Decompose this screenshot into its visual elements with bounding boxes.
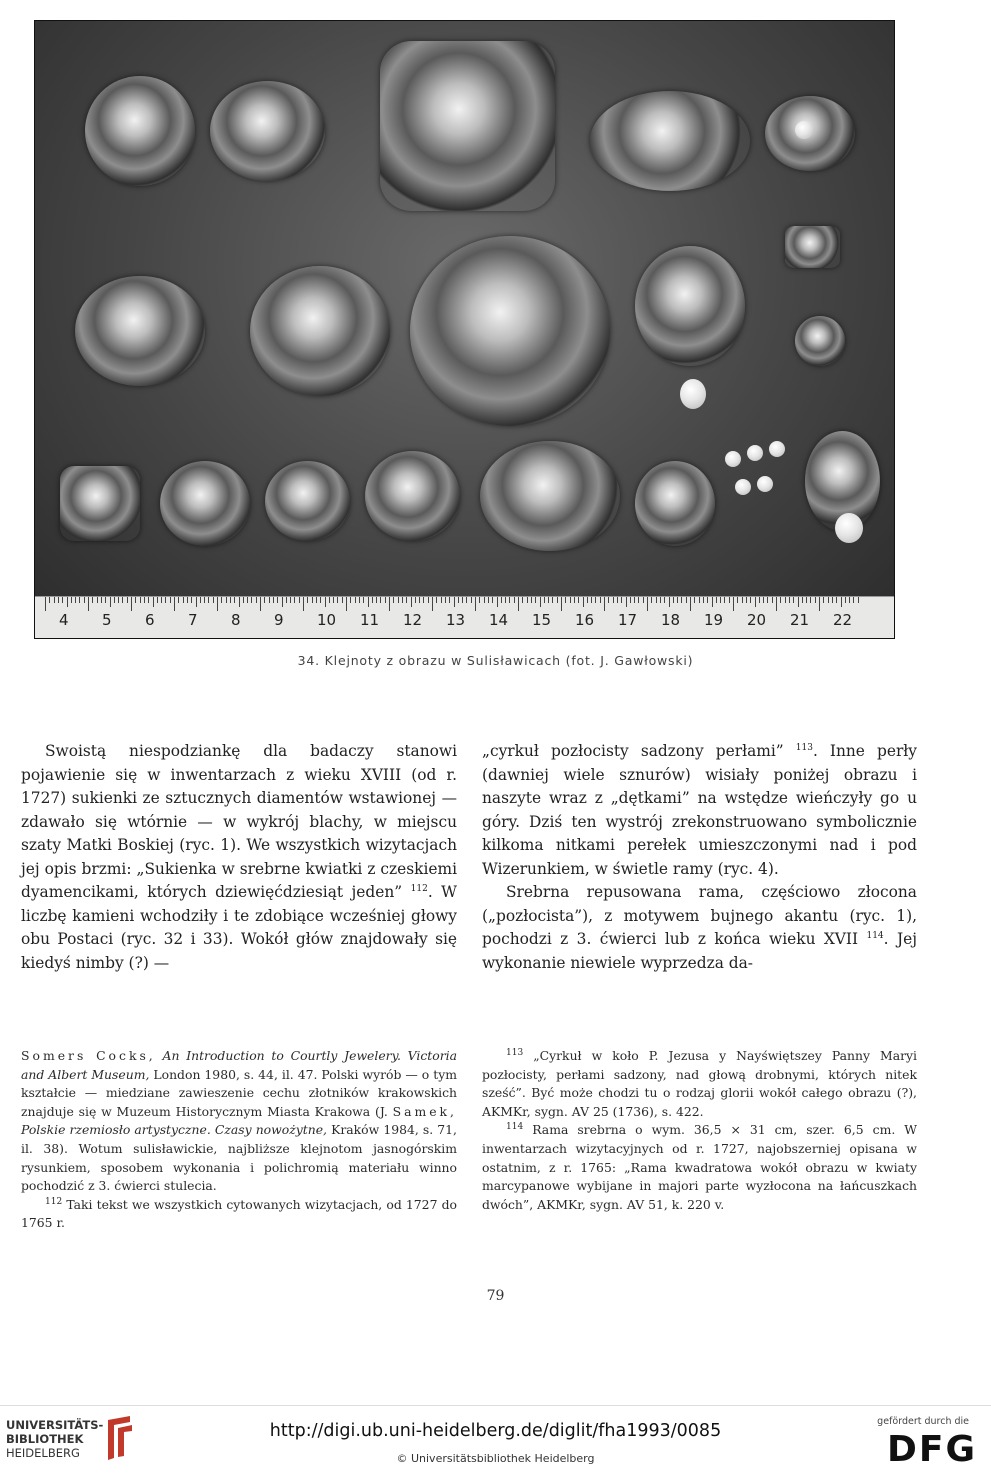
ruler-tick [239,597,240,607]
footer-bar [0,1405,991,1478]
ruler-tick [333,597,334,603]
ruler-tick [488,597,489,603]
ruler-tick [183,597,184,603]
ruler-tick [380,597,381,603]
funding-label: gefördert durch die [877,1416,969,1427]
paragraph [21,740,457,975]
library-line: HEIDELBERG [6,1446,80,1460]
ruler-tick [312,597,313,603]
ruler-tick [157,597,158,603]
ruler-tick [518,597,519,611]
ruler-tick [716,597,717,603]
ruler-tick [411,597,412,607]
ruler-tick [114,597,115,603]
ruler-tick [841,597,842,607]
paragraph [482,881,917,975]
ruler-tick [742,597,743,603]
ruler-tick [423,597,424,603]
ruler-tick [587,597,588,603]
ruler-tick [647,597,648,611]
ruler-number: 22 [833,611,853,629]
ruler-tick [260,597,261,611]
text: . W liczbę kamieni wchodziły i te zdobiące wcześniej głowy obu Postaci (ryc. 32 i 33). Wokół głów znajdowały się kiedyś nimby (?) — [21,883,457,972]
ruler-tick [329,597,330,603]
ruler-tick [127,597,128,603]
ruler-tick [299,597,300,603]
ruler-tick [544,597,545,603]
ruler-tick [853,597,854,603]
ruler-tick [776,597,777,611]
ruler-tick [389,597,390,611]
ruler-tick [621,597,622,603]
ruler-tick [277,597,278,603]
footnotes-left [21,1047,457,1233]
ruler-tick [810,597,811,603]
ruler-tick [97,597,98,603]
ruler-tick [475,597,476,611]
page-number: 79 [486,1288,505,1304]
jewel [635,246,745,366]
ruler-tick [54,597,55,603]
text: Taki tekst we wszystkich cytowanych wizytacjach, od 1727 do 1765 r. [21,1196,457,1231]
jewel [85,76,195,186]
ruler-tick [372,597,373,603]
ruler-tick [613,597,614,603]
ruler-tick [419,597,420,603]
jewel [785,226,840,268]
ruler-tick [350,597,351,603]
ruler-tick [191,597,192,603]
text: . Jej wykonanie niewiele wyprzedza da- [482,930,917,972]
text: „Cyrkuł w koło P. Jezusa y Nayświętszey Panny Maryi pozłocisty, perłami sadzony, nad głową drobnymi, których nitek sześć”. Być może chodzi tu o rodzaj glorii wokół całego obrazu (?), AKMKr, sygn. AV 25 (1736), s. 422. [482,1048,917,1119]
ruler-tick [165,597,166,603]
jewel [250,266,390,396]
ruler-tick [656,597,657,603]
jewel [365,451,460,541]
ruler-number: 15 [532,611,552,629]
ruler-tick [578,597,579,603]
ruler-tick [664,597,665,603]
ruler-tick [337,597,338,603]
jewel [410,236,610,426]
ruler-tick [290,597,291,603]
ruler-tick [492,597,493,603]
ruler-tick [226,597,227,603]
ruler-number: 17 [618,611,638,629]
ruler-tick [638,597,639,603]
ruler-tick [385,597,386,603]
ruler-tick [759,597,760,603]
ruler-tick [243,597,244,603]
ruler-tick [178,597,179,603]
ruler-tick [101,597,102,603]
ruler-tick [342,597,343,603]
ruler-tick [634,597,635,603]
text: Kraków 1984, s. 71, il. 38). Wotum sulisławickie, najbliższe klejnotom jasnogórskim rysunkiem, sposobem wykonania i polichromią materiału winno pochodzić z 3. ćwierci stulecia. [21,1122,457,1194]
pearl [795,121,813,139]
ruler-number: 16 [575,611,595,629]
ruler-tick [746,597,747,603]
ruler-tick [303,597,304,611]
ruler-tick [707,597,708,603]
paragraph [482,740,917,881]
ruler-number: 19 [704,611,724,629]
ruler-tick [712,597,713,607]
ruler-tick [110,597,111,607]
ruler-tick [780,597,781,603]
ruler-tick [458,597,459,603]
dfg-logo: DFG [886,1429,977,1470]
measuring-ruler [35,596,894,639]
ruler-tick [196,597,197,607]
jewel [380,41,555,211]
ruler-tick [118,597,119,603]
ruler-tick [772,597,773,603]
jewels-photograph [34,20,895,639]
footnote-ref: 113 [795,742,813,753]
ruler-number: 18 [661,611,681,629]
ruler-tick [561,597,562,611]
jewel [210,81,325,181]
pearl [735,479,751,495]
ruler-tick [355,597,356,603]
ruler-tick [802,597,803,603]
author: Samek, [392,1103,457,1119]
ruler-tick [763,597,764,603]
footnote [21,1047,457,1196]
footnote-number: 114 [506,1122,524,1133]
jewel [480,441,620,551]
ruler-tick [71,597,72,603]
author: Somers Cocks, [21,1048,156,1063]
ruler-tick [552,597,553,603]
body-column-left [21,740,457,975]
ruler-tick [630,597,631,603]
ruler-tick [230,597,231,603]
ruler-tick [509,597,510,603]
ruler-tick [294,597,295,603]
ruler-tick [815,597,816,603]
ruler-tick [45,597,46,611]
ruler-tick [432,597,433,611]
ruler-number: 7 [188,611,198,629]
ruler-tick [806,597,807,603]
ruler-tick [445,597,446,603]
ruler-tick [122,597,123,603]
ruler-tick [49,597,50,603]
ruler-tick [789,597,790,603]
ruler-tick [144,597,145,603]
ruler-tick [858,597,859,603]
footnote-number: 112 [45,1196,63,1207]
ruler-tick [217,597,218,611]
ruler-tick [286,597,287,603]
ruler-tick [828,597,829,603]
ruler-tick [307,597,308,603]
ruler-tick [247,597,248,603]
ruler-tick [454,597,455,607]
text: Rama srebrna o wym. 36,5 × 31 cm, szer. 6,5 cm. W inwentarzach wizytacyjnych od r. 1727, najobszerniej opisana w ostatnim, z r. 1765: „Rama kwadratowa wokół obrazu w kwiaty marcypanowe wybijane in majori parte wyzłocona na łańcuszkach dwóch”, AKMKr, sygn. AV 51, k. 220 v. [482,1122,917,1212]
ruler-tick [346,597,347,611]
footnote-ref: 114 [866,930,884,941]
ruler-number: 6 [145,611,155,629]
ruler-tick [832,597,833,603]
ruler-tick [376,597,377,603]
ruler-tick [540,597,541,607]
ruler-tick [522,597,523,603]
ruler-tick [436,597,437,603]
ruler-number: 4 [59,611,69,629]
ruler-tick [643,597,644,603]
ruler-tick [729,597,730,603]
ruler-tick [505,597,506,603]
ruler-tick [617,597,618,603]
ruler-tick [750,597,751,603]
pearl [725,451,741,467]
ruler-tick [79,597,80,603]
ruler-tick [466,597,467,603]
jewel [635,461,715,546]
ruler-tick [849,597,850,603]
ruler-tick [548,597,549,603]
ruler-tick [402,597,403,603]
ruler-tick [406,597,407,603]
ruler-tick [428,597,429,603]
ruler-tick [514,597,515,603]
text: Srebrna repusowana rama, częściowo złocona („pozłocista”), z motywem bujnego akantu (ryc. 1), pochodzi z 3. ćwierci lub z końca wieku XVII [482,883,917,948]
ruler-tick [686,597,687,603]
ruler-tick [755,597,756,607]
title: Polskie rzemiosło artystyczne. Czasy nowożytne, [21,1122,327,1138]
ruler-tick [720,597,721,603]
ruler-tick [535,597,536,603]
footnotes-right [482,1047,917,1214]
figure-caption: 34. Klejnoty z obrazu w Sulisławicach (fot. J. Gawłowski) [297,653,694,668]
ruler-tick [570,597,571,603]
ruler-tick [724,597,725,603]
ruler-tick [767,597,768,603]
ruler-tick [501,597,502,603]
ruler-tick [462,597,463,603]
ruler-tick [673,597,674,603]
ruler-tick [703,597,704,603]
footnote-ref: 112 [410,883,428,894]
ruler-tick [415,597,416,603]
ruler-tick [527,597,528,603]
ruler-tick [368,597,369,607]
ruler-tick [135,597,136,603]
ruler-tick [320,597,321,603]
ruler-tick [449,597,450,603]
jewel [160,461,250,546]
ruler-tick [626,597,627,607]
ruler-tick [200,597,201,603]
ruler-tick [393,597,394,603]
ruler-tick [497,597,498,607]
ruler-tick [88,597,89,611]
ruler-tick [58,597,59,603]
library-line: UNIVERSITÄTS- [6,1418,104,1432]
ruler-tick [170,597,171,603]
ruler-tick [161,597,162,603]
ruler-tick [131,597,132,611]
text: Swoistą niespodziankę dla badaczy stanowi pojawienie się w inwentarzach z wieku XVIII (od r. 1727) sukienki ze sztucznych diamentów wstawionej — zdawało się wtórnie — w wykrój blachy, w miejscu szaty Matki Boskiej (ryc. 1). We wszystkich wizytacjach jej opis brzmi: „Sukienka w srebrne kwiatki z czeskiemi dyamencikami, których dziewięćdziesiąt jeden” [21,742,457,901]
ruler-tick [793,597,794,603]
ruler-tick [204,597,205,603]
ruler-tick [591,597,592,603]
library-line: BIBLIOTHEK [6,1432,84,1446]
pearl [835,513,863,543]
ruler-tick [187,597,188,603]
ruler-tick [531,597,532,603]
ruler-number: 20 [747,611,767,629]
ruler-tick [604,597,605,611]
ruler-tick [823,597,824,603]
ruler-tick [105,597,106,603]
ruler-tick [836,597,837,603]
text: London 1980, s. 44, il. 47. Polski wyrób — o tym kształcie — miedziane zawieszenie cechu złotników krakowskich znajduje się w Muzeum Historycznym Miasta Krakowa (J. [21,1066,457,1119]
pearl [769,441,785,457]
ruler-tick [359,597,360,603]
ruler-number: 12 [403,611,423,629]
ruler-tick [92,597,93,603]
ruler-tick [84,597,85,603]
ruler-tick [234,597,235,603]
ruler-tick [67,597,68,607]
pearl [747,445,763,461]
ruler-number: 14 [489,611,509,629]
body-column-right [482,740,917,975]
jewel [265,461,350,541]
ruler-tick [471,597,472,603]
ruler-number: 5 [102,611,112,629]
ruler-tick [153,597,154,607]
ruler-tick [737,597,738,603]
jewel [60,466,140,541]
ruler-tick [316,597,317,603]
ruler-tick [325,597,326,607]
ruler-tick [363,597,364,603]
ruler-tick [608,597,609,603]
ruler-number: 21 [790,611,810,629]
ruler-number: 11 [360,611,380,629]
ruler-tick [798,597,799,607]
ruler-tick [819,597,820,611]
ruler-number: 13 [446,611,466,629]
ruler-tick [681,597,682,603]
ruler-tick [273,597,274,603]
ruler-tick [845,597,846,603]
ruler-tick [221,597,222,603]
copyright-notice: © Universitätsbibliothek Heidelberg [396,1452,595,1465]
footnote-114 [482,1121,917,1214]
ruler-tick [174,597,175,611]
footnote-number: 113 [506,1047,524,1058]
ruler-number: 8 [231,611,241,629]
text: „cyrkuł pozłocisty sadzony perłami” [482,742,784,760]
ruler-tick [733,597,734,611]
footnote-112 [21,1196,457,1233]
ruler-tick [479,597,480,603]
ruler-tick [264,597,265,603]
ruler-tick [651,597,652,603]
ruler-tick [595,597,596,603]
pearl [680,379,706,409]
ruler-tick [282,597,283,607]
jewel [75,276,205,386]
title: An Introduction to Courtly Jewelery. Victoria and Albert Museum, [21,1048,457,1082]
ruler-tick [557,597,558,603]
ruler-tick [785,597,786,603]
ruler-tick [694,597,695,603]
ruler-tick [699,597,700,603]
ruler-tick [208,597,209,603]
ruler-tick [484,597,485,603]
ruler-tick [574,597,575,603]
ruler-tick [213,597,214,603]
ruler-tick [583,597,584,607]
ruler-tick [398,597,399,603]
ruler-tick [690,597,691,611]
ruler-tick [251,597,252,603]
ruler-tick [669,597,670,607]
ruler-number: 10 [317,611,337,629]
ruler-tick [565,597,566,603]
ruler-tick [441,597,442,603]
ruler-number: 9 [274,611,284,629]
ruler-tick [256,597,257,603]
ruler-tick [660,597,661,603]
text: . Inne perły (dawniej wiele sznurów) wisiały poniżej obrazu i naszyte wraz z „dętkami” na wstędze wieńczyły go u góry. Dziś ten wystrój zrekonstruowano symbolicznie kilkoma nitkami perełek umieszczonymi nad i pod Wizerunkiem, w świetle ramy (ryc. 4). [482,742,917,878]
footnote-113 [482,1047,917,1121]
pearl [757,476,773,492]
ruler-tick [75,597,76,603]
ruler-tick [148,597,149,603]
jewel [795,316,845,366]
ruler-tick [140,597,141,603]
jewel [590,91,750,191]
document-url-link[interactable]: http://digi.ub.uni-heidelberg.de/diglit/fha1993/0085 [269,1421,722,1441]
ruler-tick [677,597,678,603]
ruler-tick [269,597,270,603]
ruler-tick [600,597,601,603]
ruler-tick [62,597,63,603]
